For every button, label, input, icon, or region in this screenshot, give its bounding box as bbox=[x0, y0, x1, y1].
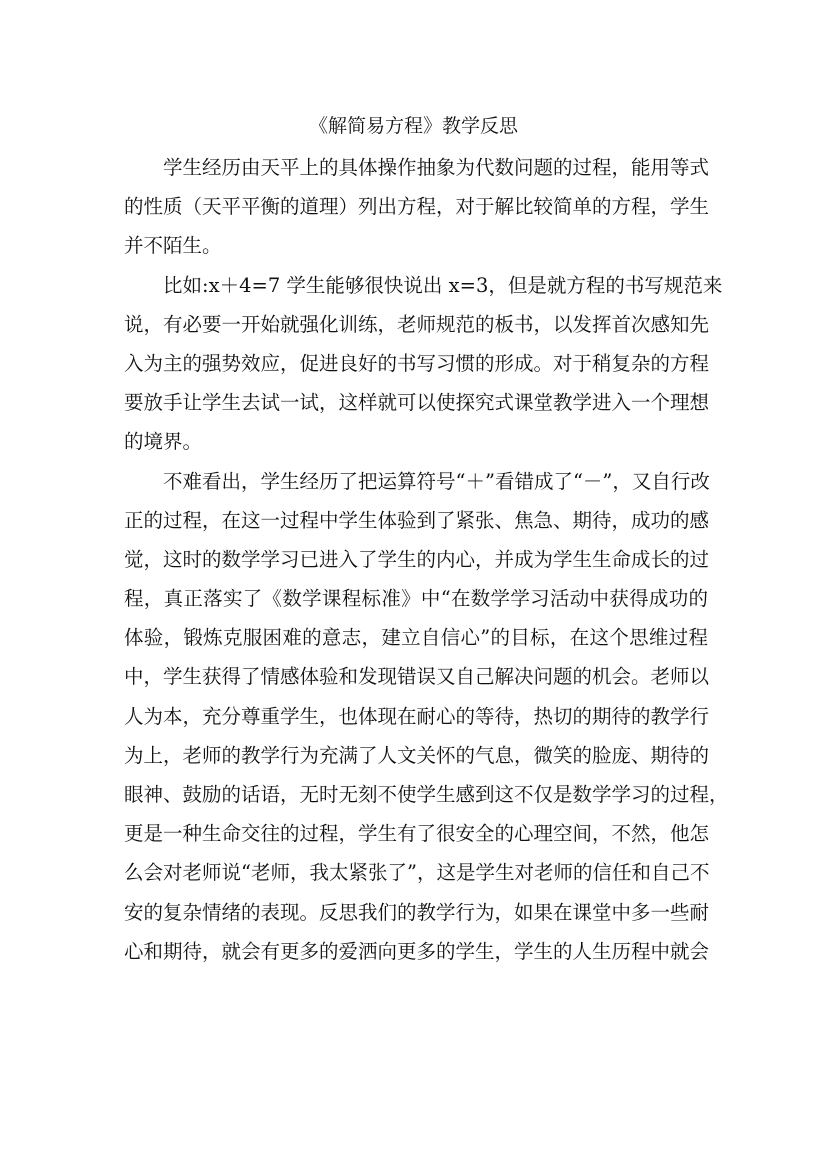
paragraph-2-line-3: 入为主的强势效应，促进良好的书写习惯的形成。对于稍复杂的方程 bbox=[124, 351, 710, 375]
document-body bbox=[124, 148, 729, 971]
paragraph-3-line-1: 不难看出，学生经历了把运算符号“＋”看错成了“－”，又自行改 bbox=[163, 469, 710, 493]
paragraph-2-line-5: 的境界。 bbox=[124, 430, 203, 454]
paragraph-3-line-11: 么会对老师说“老师，我太紧张了”，这是学生对老师的信任和自己不 bbox=[124, 861, 710, 885]
paragraph-3-line-13: 心和期待，就会有更多的爱洒向更多的学生，学生的人生历程中就会 bbox=[124, 939, 710, 963]
paragraph-3-line-12: 安的复杂情绪的表现。反思我们的教学行为，如果在课堂中多一些耐 bbox=[124, 900, 710, 924]
paragraph-2-line-2: 说，有必要一开始就强化训练，老师规范的板书，以发挥首次感知先 bbox=[124, 312, 710, 336]
paragraph-1-line-1: 学生经历由天平上的具体操作抽象为代数问题的过程，能用等式 bbox=[163, 156, 710, 179]
paragraph-3-line-6: 中，学生获得了情感体验和发现错误又自己解决问题的机会。老师以 bbox=[124, 665, 710, 689]
paragraph-1-line-3: 并不陌生。 bbox=[124, 234, 222, 258]
paragraph-2-line-1: 比如:x＋4=7 学生能够很快说出 x=3，但是就方程的书写规范来 bbox=[163, 273, 723, 297]
paragraph-2-line-4: 要放手让学生去试一试，这样就可以使探究式课堂教学进入一个理想 bbox=[124, 391, 710, 415]
paragraph-3-line-2: 正的过程，在这一过程中学生体验到了紧张、焦急、期待，成功的感 bbox=[124, 508, 710, 532]
paragraph-3-line-8: 为上，老师的教学行为充满了人文关怀的气息，微笑的脸庞、期待的 bbox=[124, 743, 710, 767]
paragraph-3-line-5: 体验，锻炼克服困难的意志，建立自信心”的目标，在这个思维过程 bbox=[124, 626, 708, 650]
paragraph-3-line-9: 眼神、鼓励的话语，无时无刻不使学生感到这不仅是数学学习的过程， bbox=[124, 783, 729, 806]
paragraph-1-line-2: 的性质（天平平衡的道理）列出方程，对于解比较简单的方程，学生 bbox=[124, 195, 710, 219]
paragraph-3-line-10: 更是一种生命交往的过程，学生有了很安全的心理空间，不然，他怎 bbox=[124, 822, 710, 846]
paragraph-3-line-3: 觉，这时的数学学习已进入了学生的内心，并成为学生生命成长的过 bbox=[124, 547, 710, 571]
paragraph-3-line-7: 人为本，充分尊重学生，也体现在耐心的等待，热切的期待的教学行 bbox=[124, 704, 710, 728]
paragraph-3-line-4: 程，真正落实了《数学课程标准》中“在数学学习活动中获得成功的 bbox=[124, 587, 708, 611]
document-title: 《解简易方程》教学反思 bbox=[308, 115, 518, 137]
